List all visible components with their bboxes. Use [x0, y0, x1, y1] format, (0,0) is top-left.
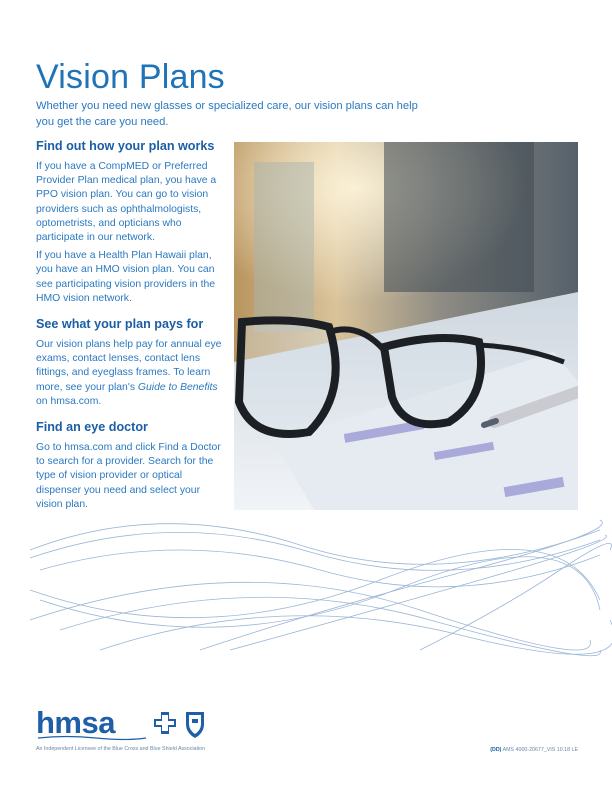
tagline: An Independent Licensee of the Blue Cross and Blue Shield Association	[36, 746, 206, 752]
hmsa-logo-graphic	[36, 706, 222, 746]
hmsa-logo	[36, 706, 222, 746]
intro-text: Whether you need new glasses or specialized care, our vision plans can help you get the care you need.	[36, 100, 418, 128]
eyeglasses-photo	[234, 142, 578, 510]
decorative-wave-lines	[0, 510, 612, 660]
document-code	[490, 747, 578, 753]
section-plan-pays	[36, 316, 228, 409]
section-paragraph: If you have a CompMED or Preferred Provider Plan medical plan, you have a PPO vision plan. You can go to vision providers such as ophthalmologists, optometrists, and opticians who participate in our network.	[36, 161, 217, 244]
section-plan-works	[36, 138, 228, 306]
paragraph-text: on hmsa.com.	[36, 395, 102, 407]
page-title: Vision Plans	[36, 58, 225, 96]
document-code-rest: AMS 4000-20677_VIS 10.18 LE	[501, 747, 578, 753]
section-heading: Find an eye doctor	[36, 420, 148, 435]
blue-cross-icon	[154, 712, 176, 734]
section-paragraph	[36, 338, 228, 409]
guide-to-benefits-text: Guide to Benefits	[137, 381, 218, 393]
section-heading: Find out how your plan works	[36, 139, 215, 153]
logo-wordmark: hmsa	[36, 706, 115, 740]
content-column	[36, 138, 228, 522]
paragraph-text: Our vision plans help pay for annual eye exams, contact lenses, contact lens fittings, and eyeglass frames. To learn more, see your plan's	[36, 339, 222, 393]
section-paragraph: Go to hmsa.com and click Find a Doctor to search for a provider. Search for the type of vision provider or optical dispenser you need and select your vision plan.	[36, 442, 221, 510]
section-heading: See what your plan pays for	[36, 317, 204, 332]
document-code-prefix: (DD)	[490, 747, 502, 753]
blue-shield-icon	[186, 712, 204, 738]
eyeglasses-illustration	[234, 142, 578, 510]
section-find-doctor	[36, 419, 228, 512]
section-paragraph: If you have a Health Plan Hawaii plan, you have an HMO vision plan. You can see participating vision providers in the HMO vision network.	[36, 250, 216, 304]
